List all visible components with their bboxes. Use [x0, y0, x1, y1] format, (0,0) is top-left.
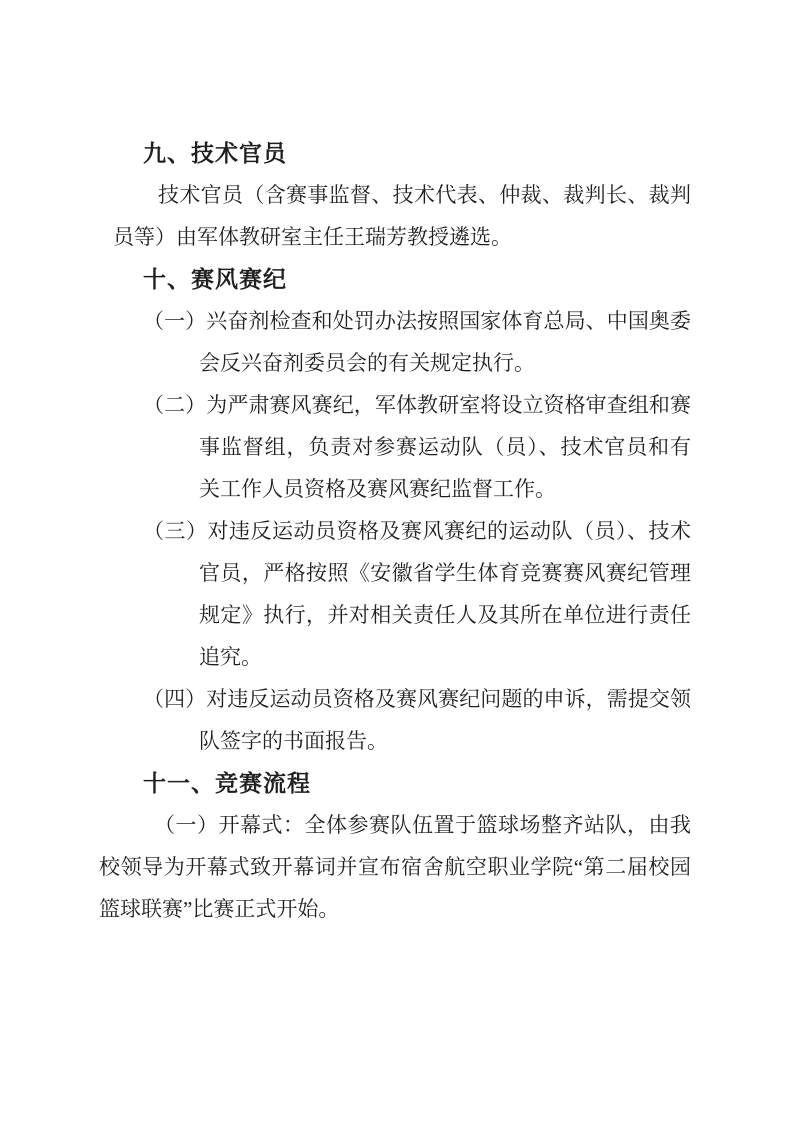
list-item-violation-handling: （三）对违反运动员资格及赛风赛纪的运动队（员）、技术官员，严格按照《安徽省学生体育竞赛赛风赛纪管理规定》执行，并对相关责任人及其所在单位进行责任追究。	[143, 519, 691, 669]
section-heading-technical-officials: 九、技术官员	[143, 140, 287, 166]
list-item-doping-control: （一）兴奋剂检查和处罚办法按照国家体育总局、中国奥委会反兴奋剂委员会的有关规定执行。	[143, 309, 691, 375]
section-heading-competition-procedure: 十一、竞赛流程	[143, 770, 311, 796]
paragraph-opening-ceremony: （一）开幕式：全体参赛队伍置于篮球场整齐站队，由我校领导为开幕式致开幕词并宣布宿舍航空职业学院“第二届校园篮球联赛”比赛正式开始。	[99, 813, 691, 921]
paragraph-technical-officials: 技术官员（含赛事监督、技术代表、仲裁、裁判长、裁判员等）由军体教研室主任王瑞芳教授遴选。	[113, 183, 691, 249]
list-item-qualification-review: （二）为严肃赛风赛纪，军体教研室将设立资格审查组和赛事监督组，负责对参赛运动队（员）、技术官员和有关工作人员资格及赛风赛纪监督工作。	[143, 393, 691, 501]
section-heading-sportsmanship-discipline: 十、赛风赛纪	[143, 266, 287, 292]
list-item-appeal-report: （四）对违反运动员资格及赛风赛纪问题的申诉，需提交领队签字的书面报告。	[143, 687, 691, 753]
